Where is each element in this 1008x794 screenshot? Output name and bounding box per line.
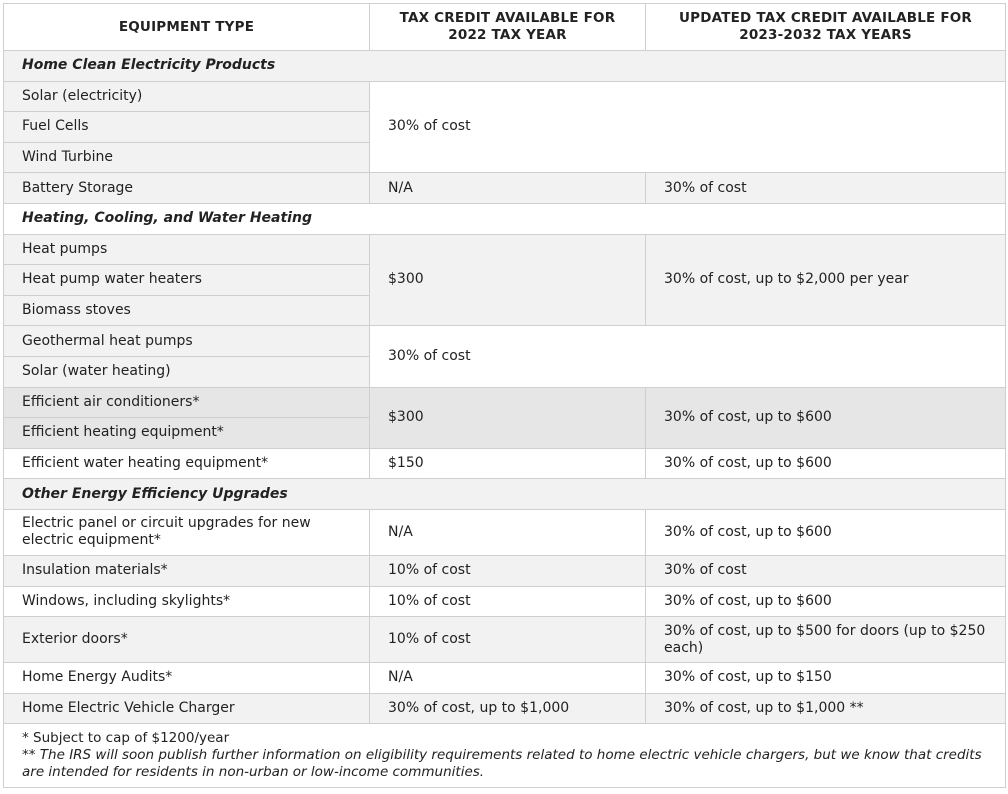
credit-2022-cell: $150 [370,448,646,479]
section-row [4,203,1006,234]
header-credit-2023-2032: UPDATED TAX CREDIT AVAILABLE FOR 2023-2032 TAX YEARS [646,4,1006,51]
section-row [4,51,1006,82]
section-title-heating: Heating, Cooling, and Water Heating [4,203,1006,234]
credit-2023-cell-merged: 30% of cost, up to $2,000 per year [646,234,1006,326]
credit-2022-cell: N/A [370,509,646,555]
table-row [4,555,1006,586]
table-row [4,234,1006,265]
equipment-cell: Exterior doors* [4,617,370,663]
footnotes-row [4,724,1006,788]
credit-2023-cell: 30% of cost, up to $600 [646,586,1006,617]
table-row [4,617,1006,663]
credit-2023-cell: 30% of cost, up to $500 for doors (up to $250 each) [646,617,1006,663]
header-equipment-type: EQUIPMENT TYPE [4,4,370,51]
equipment-cell: Efficient air conditioners* [4,387,370,418]
table-row [4,81,1006,112]
credit-2022-cell: 30% of cost, up to $1,000 [370,693,646,724]
table-row [4,663,1006,694]
equipment-cell: Efficient heating equipment* [4,418,370,449]
section-row [4,479,1006,510]
credit-2022-cell-merged: $300 [370,387,646,448]
header-credit-2022: TAX CREDIT AVAILABLE FOR 2022 TAX YEAR [370,4,646,51]
credit-2023-cell-merged: 30% of cost, up to $600 [646,387,1006,448]
equipment-cell: Heat pumps [4,234,370,265]
equipment-cell: Electric panel or circuit upgrades for new electric equipment* [4,509,370,555]
credit-2023-cell: 30% of cost [646,173,1006,204]
equipment-cell: Wind Turbine [4,142,370,173]
header-row [4,4,1006,51]
credit-2023-cell: 30% of cost, up to $600 [646,509,1006,555]
table-row [4,448,1006,479]
table-row [4,326,1006,357]
credit-2022-cell: N/A [370,663,646,694]
credit-2023-cell: 30% of cost, up to $150 [646,663,1006,694]
equipment-cell: Home Energy Audits* [4,663,370,694]
footnotes-cell [4,724,1006,788]
tax-credit-table [3,3,1006,788]
equipment-cell: Efficient water heating equipment* [4,448,370,479]
footnote-cap: * Subject to cap of $1200/year [22,730,230,747]
equipment-cell: Geothermal heat pumps [4,326,370,357]
equipment-cell: Insulation materials* [4,555,370,586]
section-title-other-upgrades: Other Energy Efficiency Upgrades [4,479,1006,510]
credit-2022-cell: 10% of cost [370,586,646,617]
equipment-cell: Battery Storage [4,173,370,204]
credit-2023-cell: 30% of cost, up to $600 [646,448,1006,479]
table-row [4,693,1006,724]
equipment-cell: Biomass stoves [4,295,370,326]
credit-2022-cell: 10% of cost [370,555,646,586]
section-title-clean-electricity: Home Clean Electricity Products [4,51,1006,82]
credit-cell-merged: 30% of cost [370,326,1006,387]
credit-2022-cell: 10% of cost [370,617,646,663]
table-row [4,509,1006,555]
equipment-cell: Solar (water heating) [4,356,370,387]
equipment-cell: Windows, including skylights* [4,586,370,617]
equipment-cell: Fuel Cells [4,112,370,143]
equipment-cell: Solar (electricity) [4,81,370,112]
credit-2023-cell: 30% of cost [646,555,1006,586]
table-row [4,173,1006,204]
credit-2022-cell: N/A [370,173,646,204]
credit-2022-cell-merged: $300 [370,234,646,326]
credit-2023-cell: 30% of cost, up to $1,000 ** [646,693,1006,724]
table-row [4,586,1006,617]
credit-cell-merged: 30% of cost [370,81,1006,173]
table-row [4,387,1006,418]
equipment-cell: Home Electric Vehicle Charger [4,693,370,724]
equipment-cell: Heat pump water heaters [4,265,370,296]
tax-credit-table-container [3,3,1005,788]
footnote-irs: ** The IRS will soon publish further information on eligibility requirements related to home electric vehicle chargers, but we know that credits are intended for residents in non-urban or low-income communities. [22,747,982,781]
